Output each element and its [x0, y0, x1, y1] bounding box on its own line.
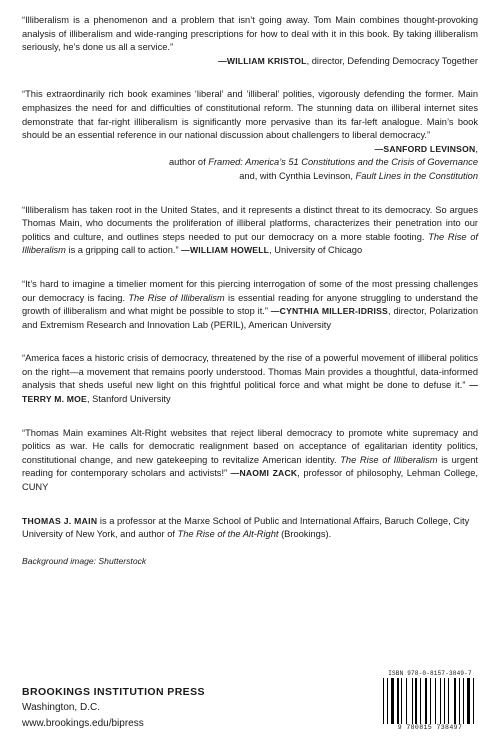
barcode-stripe [422, 678, 424, 724]
endorser-name: —WILLIAM KRISTOL [218, 55, 307, 66]
endorser-role: , director, Defending Democracy Together [306, 55, 478, 66]
publisher-name: BROOKINGS INSTITUTION PRESS [22, 686, 205, 698]
endorsement-miller-idriss [22, 278, 478, 332]
barcode-stripe [406, 678, 407, 724]
barcode-stripe [446, 678, 447, 724]
book-title: The Rise of the Alt-Right [177, 529, 279, 540]
barcode-stripe [391, 678, 394, 724]
image-credit: Background image: Shutterstock [22, 555, 147, 566]
barcode-stripe [440, 678, 441, 724]
quote-text: “It’s hard to imagine a timelier moment for this piercing interrogation of some of the most pressing challenges our democracy is facing. [22, 278, 478, 303]
barcode-stripe [387, 678, 388, 724]
endorser-role: , [475, 143, 478, 154]
publisher-url: www.brookings.edu/bipress [22, 718, 144, 729]
endorser-name: —WILLIAM HOWELL [181, 245, 270, 256]
endorser-role: , Stanford University [86, 394, 171, 405]
barcode-stripe [383, 678, 384, 724]
barcode-stripe [395, 678, 396, 724]
barcode-stripe [475, 678, 476, 724]
attribution-line-2: author of Framed: America’s 51 Constitutions and the Crisis of Governance [168, 157, 478, 168]
barcode-stripe [400, 678, 401, 724]
endorser-name: —SANFORD LEVINSON [374, 143, 476, 154]
book-title: The Rise of Illiberalism [128, 292, 225, 303]
barcode-stripe [450, 678, 453, 724]
barcode-stripe [430, 678, 431, 724]
barcode-stripe [437, 678, 439, 724]
isbn-barcode [380, 670, 480, 736]
barcode-stripe [418, 678, 419, 724]
barcode-stripe [459, 678, 460, 724]
quote-text-end: is urgent reading for contemporary scholars and activists!” [22, 454, 478, 479]
isbn-number: ISBN 978-0-8157-3849-7 [388, 670, 472, 677]
attribution-line-3: and, with Cynthia Levinson, Fault Lines in the Constitution [239, 170, 478, 181]
barcode-stripe [435, 678, 436, 724]
endorser-role: , professor of philosophy, Lehman College, CUNY [22, 468, 478, 493]
quote-text-end: is a gripping call to action.” [65, 245, 179, 256]
barcode-stripe [460, 678, 462, 724]
barcode-stripe [473, 678, 475, 724]
barcode-stripe [465, 678, 466, 724]
endorser-name: —TERRY M. MOE [22, 380, 478, 405]
attribution [22, 55, 478, 69]
book-title: Framed: America’s 51 Constitutions and the Crisis of Governance [208, 157, 478, 168]
endorser-name: —CYNTHIA MILLER-IDRISS [270, 306, 388, 317]
quote-text: “America faces a historic crisis of democracy, threatened by the rise of a powerful movement of illiberal politics on the right—a movement that remains poorly understood. Thomas Main provides a thoughtful, data-informed analysis that sheds useful new light on this frightful political force and what might be done to defuse it.” [22, 353, 478, 391]
barcode-stripe [471, 678, 472, 724]
barcode-stripe [420, 678, 421, 724]
barcode-digits: 9 780815 738497 [397, 724, 463, 731]
endorsement-kristol [22, 14, 478, 68]
barcode-stripe [401, 678, 402, 724]
publisher-city: Washington, D.C. [22, 702, 100, 713]
barcode-stripe [448, 678, 449, 724]
barcode-stripe [454, 678, 456, 724]
endorser-name: —NAOMI ZACK [230, 468, 298, 479]
attribution [22, 143, 478, 157]
barcode-stripe [425, 678, 427, 724]
endorser-role: , director, Polarization and Extremism Research and Innovation Lab (PERIL), American University [22, 306, 478, 330]
barcode-stripe [414, 678, 415, 724]
endorsement-moe [22, 352, 478, 406]
barcode-stripe [442, 678, 443, 724]
quote-text: “Illiberalism has taken root in the United States, and it represents a distinct threat to its democracy. So argues Thomas Main, who documents the proliferation of illiberal platforms, characterizes their penetration into our politics and culture, and outlines steps needed to put our democracy on a more stable footing. [22, 204, 478, 242]
barcode-stripe [389, 678, 390, 724]
book-title: Fault Lines in the Constitution [355, 170, 478, 181]
book-title: The Rise of Illiberalism [340, 454, 438, 465]
quote-text-end: is essential reading for anyone struggling to understand the growth of illiberalism and what might be possible to stop it.” [22, 292, 479, 317]
quote-text: “This extraordinarily rich book examines ‘liberal’ and ‘illiberal’ polities, vigorously defending the former. Main emphasizes the need for and difficulties of constitutional reform. The stunning data on illiberal internet sites demonstrate that far-right illiberalism is significantly more pervasive than its far-left analogue. Main’s book should be an essential reference in our national discussion about challengers to liberal democracy.” [22, 89, 478, 141]
barcode-stripe [397, 678, 399, 724]
author-bio: THOMAS J. MAIN is a professor at the Marxe School of Public and International Affairs, Baruch College, City University of New York, and author of The Rise of the Alt-Right (Brookings). [22, 515, 470, 540]
barcode-stripe [463, 678, 464, 724]
quote-text: “Illiberalism is a phenomenon and a problem that isn’t going away. Tom Main combines thought-provoking analysis of illiberalism and wide-ranging prescriptions for how to deal with it in this book. By taking illiberalism seriously, he’s done us all a service.” [22, 15, 478, 53]
barcode-stripe [431, 678, 434, 724]
publisher-info [22, 684, 205, 732]
barcode-stripe [412, 678, 413, 724]
barcode-stripe [408, 678, 411, 724]
barcode-stripe [428, 678, 429, 724]
barcode-stripe [385, 678, 387, 724]
endorsement-levinson [22, 88, 478, 183]
quote-text: “Thomas Main examines Alt-Right websites that reject liberal democracy to promote white supremacy and politics as war. He calls for democratic realignment based on acceptance of egalitarian identity politics, constitutional change, and new gatekeeping to revitalize American identity. [22, 427, 478, 465]
endorsement-howell [22, 204, 478, 258]
book-title: The Rise of Illiberalism [22, 231, 478, 256]
endorsement-zack [22, 427, 478, 495]
author-name: THOMAS J. MAIN [22, 515, 98, 526]
barcode-stripe [415, 678, 417, 724]
back-cover-text [22, 14, 478, 580]
barcode-stripe [457, 678, 458, 724]
barcode-stripe [467, 678, 470, 724]
barcode-stripe [403, 678, 405, 724]
barcode-stripe [444, 678, 446, 724]
endorser-role: , University of Chicago [269, 245, 363, 256]
barcode-bars [380, 678, 480, 724]
